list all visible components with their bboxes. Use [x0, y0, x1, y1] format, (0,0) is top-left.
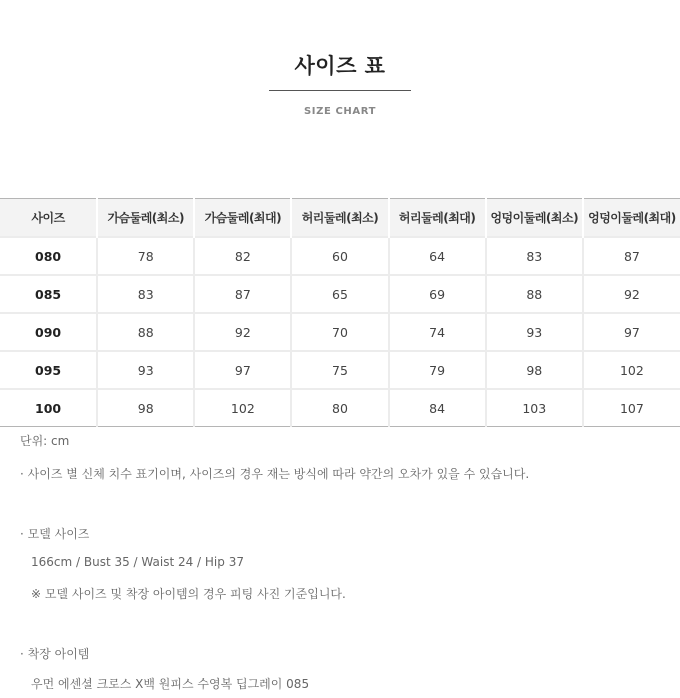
table-cell: 60	[291, 237, 388, 275]
page-subtitle: SIZE CHART	[303, 106, 376, 117]
worn-items-heading: · 착장 아이템	[20, 647, 90, 661]
table-cell: 92	[583, 275, 680, 313]
table-cell: 74	[389, 313, 486, 351]
model-fitting-note: ※ 모델 사이즈 및 착장 아이템의 경우 피팅 사진 기준입니다.	[31, 587, 346, 601]
table-cell: 102	[583, 351, 680, 389]
model-size-heading: · 모델 사이즈	[20, 527, 90, 541]
table-cell: 92	[194, 313, 291, 351]
table-cell: 83	[486, 237, 583, 275]
column-header: 가슴둘레(최소)	[97, 199, 194, 238]
table-cell: 82	[194, 237, 291, 275]
table-cell: 75	[291, 351, 388, 389]
column-header: 허리둘레(최대)	[389, 199, 486, 238]
column-header: 사이즈	[0, 199, 97, 238]
table-cell: 93	[486, 313, 583, 351]
table-cell: 83	[97, 275, 194, 313]
size-cell: 090	[0, 313, 97, 351]
table-row	[0, 389, 680, 427]
table-cell: 79	[389, 351, 486, 389]
table-cell: 98	[486, 351, 583, 389]
column-header: 가슴둘레(최대)	[194, 199, 291, 238]
table-cell: 102	[194, 389, 291, 427]
table-row	[0, 275, 680, 313]
size-cell: 100	[0, 389, 97, 427]
size-chart-table	[0, 198, 680, 427]
measurement-disclaimer: · 사이즈 별 신체 치수 표기이며, 사이즈의 경우 재는 방식에 따라 약간의 오차가 있을 수 있습니다.	[20, 467, 530, 481]
table-header-row	[0, 199, 680, 238]
table-cell: 84	[389, 389, 486, 427]
worn-items-value: 우먼 에센셜 크로스 X백 원피스 수영복 딥그레이 085	[31, 677, 310, 691]
table-cell: 97	[583, 313, 680, 351]
table-cell: 103	[486, 389, 583, 427]
table-cell: 70	[291, 313, 388, 351]
model-size-value: 166cm / Bust 35 / Waist 24 / Hip 37	[31, 555, 244, 569]
table-cell: 87	[583, 237, 680, 275]
table-cell: 97	[194, 351, 291, 389]
table-cell: 88	[486, 275, 583, 313]
table-row	[0, 351, 680, 389]
table-cell: 80	[291, 389, 388, 427]
column-header: 엉덩이둘레(최소)	[486, 199, 583, 238]
page-title: 사이즈 표	[294, 54, 386, 78]
size-cell: 080	[0, 237, 97, 275]
size-cell: 095	[0, 351, 97, 389]
table-cell: 93	[97, 351, 194, 389]
size-cell: 085	[0, 275, 97, 313]
table-cell: 107	[583, 389, 680, 427]
table-cell: 65	[291, 275, 388, 313]
unit-label: 단위: cm	[20, 434, 70, 448]
table-cell: 69	[389, 275, 486, 313]
table-row	[0, 237, 680, 275]
table-cell: 78	[97, 237, 194, 275]
column-header: 허리둘레(최소)	[291, 199, 388, 238]
table-cell: 88	[97, 313, 194, 351]
title-underline	[269, 90, 411, 91]
column-header: 엉덩이둘레(최대)	[583, 199, 680, 238]
table-cell: 87	[194, 275, 291, 313]
table-row	[0, 313, 680, 351]
table-cell: 98	[97, 389, 194, 427]
table-cell: 64	[389, 237, 486, 275]
